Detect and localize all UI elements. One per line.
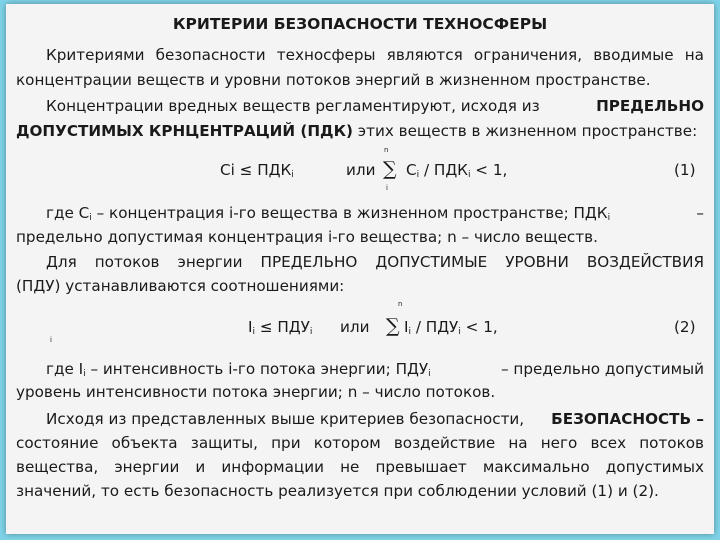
formula2-i-mark: i bbox=[50, 336, 52, 344]
p3-desc: – концентрация i-го вещества в жизненном пространстве; ПДК bbox=[91, 204, 608, 222]
p3-sub2: i bbox=[607, 213, 611, 223]
formula2-i: I bbox=[248, 318, 253, 336]
formula2-sigma: ∑ bbox=[386, 315, 400, 337]
p3-dash: – bbox=[696, 204, 704, 222]
formula2-number: (2) bbox=[674, 318, 696, 336]
formula1-lhs bbox=[220, 160, 294, 185]
p5-line2: уровень интенсивности потока энергии; n – число потоков. bbox=[16, 383, 496, 401]
formula2-n-mark: n bbox=[398, 300, 403, 308]
formula2-rhs-pdu: / ПДУ bbox=[411, 318, 459, 336]
formula2-rhs-sub2: i bbox=[458, 327, 461, 337]
formula1-sub: i bbox=[291, 170, 294, 180]
p1-line2: концентрации веществ и уровни потоков энергий в жизненном пространстве. bbox=[16, 71, 651, 89]
formula1-rhs-c: C bbox=[406, 161, 417, 179]
formula1-sigma: ∑ bbox=[383, 158, 397, 180]
p2-line1-bold: ПРЕДЕЛЬНО bbox=[596, 97, 704, 115]
formula2-or: или bbox=[340, 318, 370, 336]
formula2-rhs-i: I bbox=[404, 318, 409, 336]
formula1-number: (1) bbox=[674, 161, 696, 179]
slide bbox=[6, 4, 714, 534]
p6-line1-bold: БЕЗОПАСНОСТЬ – bbox=[551, 410, 704, 428]
p3-c: где C bbox=[46, 204, 90, 222]
formula2-sub1: i bbox=[252, 327, 255, 337]
p5-sub1: i bbox=[83, 369, 86, 379]
p1-line1: Критериями безопасности техносферы являются ограничения, вводимые на bbox=[46, 46, 704, 64]
p4-line2: (ПДУ) устанавливаются соотношениями: bbox=[16, 277, 345, 295]
p2-line1-text: Концентрации вредных веществ регламентируют, исходя из bbox=[46, 97, 540, 115]
p5-line1-main bbox=[46, 359, 431, 384]
p2-line2 bbox=[16, 121, 697, 141]
p6-line4: значений, то есть безопасность реализуется при соблюдении условий (1) и (2). bbox=[16, 482, 659, 500]
p3-line1-main bbox=[46, 203, 610, 228]
formula1-rhs-lt: < 1, bbox=[470, 161, 508, 179]
p2-line1 bbox=[46, 96, 704, 116]
p5-line1 bbox=[46, 359, 704, 384]
p2-line2-bold: ДОПУСТИМЫХ КРНЦЕНТРАЦИЙ (ПДК) bbox=[16, 122, 353, 140]
p6-line3: вещества, энергии и информации не превышает максимально допустимых bbox=[16, 458, 704, 476]
formula1-or: или bbox=[346, 161, 376, 179]
formula1-n-mark: n bbox=[384, 146, 389, 154]
p5-sub2: i bbox=[428, 369, 431, 379]
p5-desc: – интенсивность i-го потока энергии; ПДУ bbox=[85, 360, 429, 378]
p3-line2: предельно допустимая концентрация i-го вещества; n – число веществ. bbox=[16, 228, 598, 246]
formula2-rhs-lt: < 1, bbox=[460, 318, 498, 336]
formula2-lhs bbox=[248, 317, 312, 342]
p4-line1: Для потоков энергии ПРЕДЕЛЬНО ДОПУСТИМЫЕ УРОВНИ ВОЗДЕЙСТВИЯ bbox=[46, 253, 704, 271]
formula1-rhs-sub2: i bbox=[467, 170, 471, 180]
formula1-rhs bbox=[406, 160, 507, 185]
p5-tail: – предельно допустимый bbox=[501, 360, 704, 378]
slide-title: КРИТЕРИИ БЕЗОПАСНОСТИ ТЕХНОСФЕРЫ bbox=[172, 15, 548, 33]
p6-line1-text: Исходя из представленных выше критериев безопасности, bbox=[46, 410, 525, 428]
formula1-ci: Ci ≤ ПДК bbox=[220, 161, 292, 179]
p6-line2: состояние объекта защиты, при котором воздействие на него всех потоков bbox=[16, 434, 704, 452]
p3-line1 bbox=[46, 203, 704, 228]
formula2-rhs-sub1: i bbox=[408, 327, 411, 337]
formula1-rhs-pdk: / ПДК bbox=[419, 161, 468, 179]
p5-i: где I bbox=[46, 360, 84, 378]
formula2-pdu: ≤ ПДУ bbox=[255, 318, 310, 336]
p3-sub1: i bbox=[89, 213, 92, 223]
formula2-sub2: i bbox=[309, 327, 313, 337]
formula1-i-mark: i bbox=[386, 184, 388, 192]
p6-line1 bbox=[46, 409, 704, 429]
p2-line2-text: этих веществ в жизненном пространстве: bbox=[352, 122, 698, 140]
formula2-rhs bbox=[404, 317, 498, 342]
formula1-rhs-sub1: i bbox=[416, 170, 420, 180]
